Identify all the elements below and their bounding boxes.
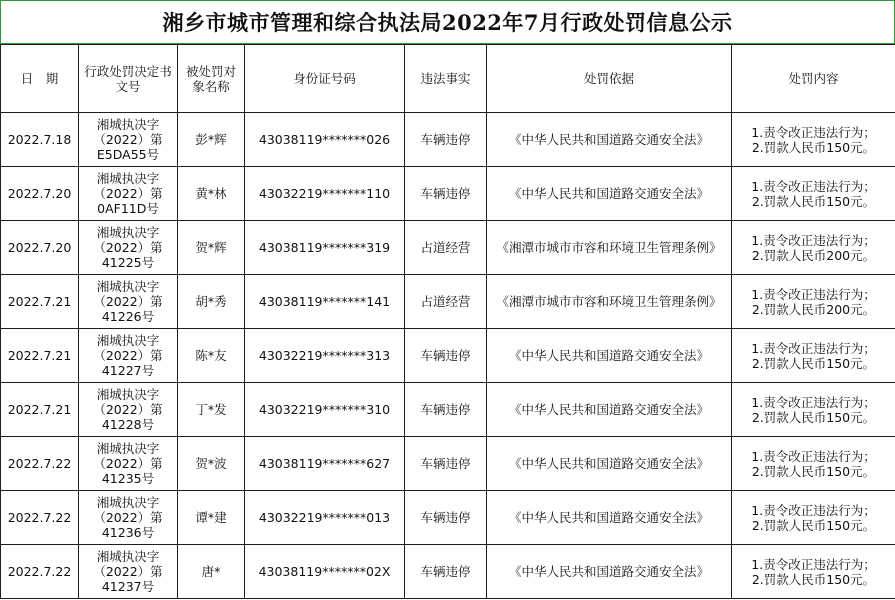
date-text: 2022.7.22 xyxy=(7,510,72,525)
doc-line-1: 湘城执决字 xyxy=(96,171,160,186)
id-text: 43032219*******313 xyxy=(258,348,391,363)
cell-violation[interactable] xyxy=(405,275,487,329)
name-text: 贺*辉 xyxy=(195,240,227,255)
cell-date[interactable] xyxy=(1,275,79,329)
doc-line-3: 41228号 xyxy=(101,417,155,432)
table-row xyxy=(1,383,895,437)
cell-id-number[interactable] xyxy=(245,275,405,329)
doc-line-2: （2022）第 xyxy=(93,564,163,579)
cell-id-number[interactable] xyxy=(245,329,405,383)
cell-date[interactable] xyxy=(1,167,79,221)
cell-date[interactable] xyxy=(1,437,79,491)
cell-id-number[interactable] xyxy=(245,491,405,545)
penalty-line-1: 1.责令改正违法行为； xyxy=(751,124,876,140)
violation-text: 车辆违停 xyxy=(420,132,471,147)
cell-name[interactable] xyxy=(178,545,245,599)
cell-name[interactable] xyxy=(178,329,245,383)
date-text: 2022.7.22 xyxy=(7,564,72,579)
id-text: 43038119*******026 xyxy=(258,132,391,147)
doc-line-3: 41225号 xyxy=(101,255,155,270)
cell-date[interactable] xyxy=(1,221,79,275)
penalty-line-2: 2.罚款人民币150元。 xyxy=(751,139,876,155)
cell-id-number[interactable] xyxy=(245,167,405,221)
cell-date[interactable] xyxy=(1,545,79,599)
cell-name[interactable] xyxy=(178,491,245,545)
header-violation[interactable]: 违法事实 xyxy=(405,45,487,113)
cell-penalty[interactable] xyxy=(732,221,895,275)
table-row xyxy=(1,167,895,221)
cell-id-number[interactable] xyxy=(245,545,405,599)
doc-line-2: （2022）第 xyxy=(93,186,163,201)
violation-text: 占道经营 xyxy=(420,240,471,255)
header-date[interactable]: 日 期 xyxy=(1,45,79,113)
penalty-line-1: 1.责令改正违法行为； xyxy=(751,178,876,194)
cell-doc-number[interactable] xyxy=(79,221,178,275)
basis-text: 《湘潭市城市市容和环境卫生管理条例》 xyxy=(496,294,722,309)
cell-violation[interactable] xyxy=(405,221,487,275)
cell-date[interactable] xyxy=(1,491,79,545)
doc-line-1: 湘城执决字 xyxy=(96,333,160,348)
basis-text: 《中华人民共和国道路交通安全法》 xyxy=(508,186,709,201)
doc-line-3: 41237号 xyxy=(101,579,155,594)
cell-violation[interactable] xyxy=(405,437,487,491)
cell-name[interactable] xyxy=(178,383,245,437)
table-row xyxy=(1,275,895,329)
penalty-line-1: 1.责令改正违法行为； xyxy=(751,286,876,302)
doc-line-3: 0AF11D号 xyxy=(97,201,159,216)
id-text: 43032219*******110 xyxy=(258,186,391,201)
doc-line-1: 湘城执决字 xyxy=(96,279,160,294)
cell-name[interactable] xyxy=(178,221,245,275)
doc-line-1: 湘城执决字 xyxy=(96,117,160,132)
doc-line-2: （2022）第 xyxy=(93,132,163,147)
cell-doc-number[interactable] xyxy=(79,167,178,221)
doc-line-3: 41236号 xyxy=(101,525,155,540)
header-id-number[interactable]: 身份证号码 xyxy=(245,45,405,113)
date-text: 2022.7.22 xyxy=(7,456,72,471)
cell-basis[interactable] xyxy=(487,329,732,383)
penalty-line-1: 1.责令改正违法行为； xyxy=(751,556,876,572)
cell-penalty[interactable] xyxy=(732,437,895,491)
penalty-line-2: 2.罚款人民币200元。 xyxy=(751,301,876,317)
cell-doc-number[interactable] xyxy=(79,491,178,545)
doc-line-2: （2022）第 xyxy=(93,294,163,309)
date-text: 2022.7.18 xyxy=(7,132,72,147)
cell-id-number[interactable] xyxy=(245,437,405,491)
violation-text: 车辆违停 xyxy=(420,564,471,579)
cell-violation[interactable] xyxy=(405,167,487,221)
header-name[interactable]: 被处罚对象名称 xyxy=(178,45,245,113)
cell-name[interactable] xyxy=(178,275,245,329)
cell-basis[interactable] xyxy=(487,167,732,221)
cell-date[interactable] xyxy=(1,113,79,167)
cell-penalty[interactable] xyxy=(732,113,895,167)
id-text: 43038119*******627 xyxy=(258,456,391,471)
table-row xyxy=(1,437,895,491)
violation-text: 车辆违停 xyxy=(420,402,471,417)
penalty-line-2: 2.罚款人民币200元。 xyxy=(751,247,876,263)
doc-line-1: 湘城执决字 xyxy=(96,387,160,402)
doc-line-2: （2022）第 xyxy=(93,348,163,363)
basis-text: 《中华人民共和国道路交通安全法》 xyxy=(508,564,709,579)
cell-id-number[interactable] xyxy=(245,383,405,437)
penalty-line-1: 1.责令改正违法行为； xyxy=(751,502,876,518)
doc-line-3: E5DA55号 xyxy=(96,147,160,162)
violation-text: 车辆违停 xyxy=(420,186,471,201)
doc-line-1: 湘城执决字 xyxy=(96,441,160,456)
header-basis[interactable]: 处罚依据 xyxy=(487,45,732,113)
doc-line-2: （2022）第 xyxy=(93,456,163,471)
cell-basis[interactable] xyxy=(487,113,732,167)
penalty-line-2: 2.罚款人民币150元。 xyxy=(751,571,876,587)
date-text: 2022.7.21 xyxy=(7,294,72,309)
basis-text: 《中华人民共和国道路交通安全法》 xyxy=(508,348,709,363)
basis-text: 《中华人民共和国道路交通安全法》 xyxy=(508,456,709,471)
cell-doc-number[interactable] xyxy=(79,275,178,329)
penalty-line-2: 2.罚款人民币150元。 xyxy=(751,193,876,209)
penalty-line-1: 1.责令改正违法行为； xyxy=(751,340,876,356)
violation-text: 车辆违停 xyxy=(420,456,471,471)
cell-id-number[interactable] xyxy=(245,113,405,167)
name-text: 唐* xyxy=(201,564,221,579)
name-text: 陈*友 xyxy=(195,348,227,363)
violation-text: 车辆违停 xyxy=(420,348,471,363)
penalty-line-2: 2.罚款人民币150元。 xyxy=(751,355,876,371)
name-text: 丁*发 xyxy=(195,402,227,417)
name-text: 黄*林 xyxy=(195,186,227,201)
doc-line-3: 41226号 xyxy=(101,309,155,324)
cell-penalty[interactable] xyxy=(732,491,895,545)
doc-line-3: 41227号 xyxy=(101,363,155,378)
name-text: 谭*建 xyxy=(195,510,227,525)
table-row xyxy=(1,329,895,383)
cell-violation[interactable] xyxy=(405,491,487,545)
cell-basis[interactable] xyxy=(487,545,732,599)
cell-basis[interactable] xyxy=(487,275,732,329)
date-text: 2022.7.20 xyxy=(7,240,72,255)
penalty-line-2: 2.罚款人民币150元。 xyxy=(751,517,876,533)
doc-line-2: （2022）第 xyxy=(93,240,163,255)
doc-line-1: 湘城执决字 xyxy=(96,495,160,510)
cell-penalty[interactable] xyxy=(732,329,895,383)
id-text: 43032219*******310 xyxy=(258,402,391,417)
cell-basis[interactable] xyxy=(487,491,732,545)
cell-doc-number[interactable] xyxy=(79,383,178,437)
title-cell[interactable] xyxy=(0,0,895,44)
date-text: 2022.7.21 xyxy=(7,348,72,363)
table-row xyxy=(1,113,895,167)
cell-penalty[interactable] xyxy=(732,167,895,221)
cell-date[interactable] xyxy=(1,383,79,437)
date-text: 2022.7.20 xyxy=(7,186,72,201)
basis-text: 《中华人民共和国道路交通安全法》 xyxy=(508,402,709,417)
id-text: 43038119*******319 xyxy=(258,240,391,255)
cell-penalty[interactable] xyxy=(732,383,895,437)
penalty-line-1: 1.责令改正违法行为； xyxy=(751,394,876,410)
page-title: 湘乡市城市管理和综合执法局2022年7月行政处罚信息公示 xyxy=(162,10,733,35)
cell-penalty[interactable] xyxy=(732,545,895,599)
cell-violation[interactable] xyxy=(405,383,487,437)
basis-text: 《中华人民共和国道路交通安全法》 xyxy=(508,132,709,147)
cell-id-number[interactable] xyxy=(245,221,405,275)
doc-line-1: 湘城执决字 xyxy=(96,225,160,240)
cell-name[interactable] xyxy=(178,437,245,491)
penalty-line-2: 2.罚款人民币150元。 xyxy=(751,409,876,425)
name-text: 彭*辉 xyxy=(195,132,227,147)
cell-violation[interactable] xyxy=(405,545,487,599)
cell-name[interactable] xyxy=(178,113,245,167)
id-text: 43032219*******013 xyxy=(258,510,391,525)
cell-penalty[interactable] xyxy=(732,275,895,329)
cell-violation[interactable] xyxy=(405,329,487,383)
id-text: 43038119*******02X xyxy=(258,564,391,579)
cell-date[interactable] xyxy=(1,329,79,383)
header-doc-number[interactable]: 行政处罚决定书文号 xyxy=(79,45,178,113)
header-row xyxy=(1,45,895,113)
penalty-line-1: 1.责令改正违法行为； xyxy=(751,448,876,464)
cell-doc-number[interactable] xyxy=(79,545,178,599)
doc-line-2: （2022）第 xyxy=(93,510,163,525)
penalty-line-1: 1.责令改正违法行为； xyxy=(751,232,876,248)
cell-name[interactable] xyxy=(178,167,245,221)
violation-text: 车辆违停 xyxy=(420,510,471,525)
cell-basis[interactable] xyxy=(487,221,732,275)
name-text: 胡*秀 xyxy=(195,294,227,309)
table-row xyxy=(1,545,895,599)
doc-line-3: 41235号 xyxy=(101,471,155,486)
doc-line-1: 湘城执决字 xyxy=(96,549,160,564)
penalty-table xyxy=(0,44,895,599)
cell-doc-number[interactable] xyxy=(79,113,178,167)
date-text: 2022.7.21 xyxy=(7,402,72,417)
doc-line-2: （2022）第 xyxy=(93,402,163,417)
name-text: 贺*波 xyxy=(195,456,227,471)
header-penalty[interactable]: 处罚内容 xyxy=(732,45,895,113)
table-row xyxy=(1,491,895,545)
violation-text: 占道经营 xyxy=(420,294,471,309)
cell-basis[interactable] xyxy=(487,437,732,491)
cell-doc-number[interactable] xyxy=(79,329,178,383)
penalty-line-2: 2.罚款人民币150元。 xyxy=(751,463,876,479)
basis-text: 《中华人民共和国道路交通安全法》 xyxy=(508,510,709,525)
cell-violation[interactable] xyxy=(405,113,487,167)
table-row xyxy=(1,221,895,275)
basis-text: 《湘潭市城市市容和环境卫生管理条例》 xyxy=(496,240,722,255)
id-text: 43038119*******141 xyxy=(258,294,391,309)
cell-doc-number[interactable] xyxy=(79,437,178,491)
cell-basis[interactable] xyxy=(487,383,732,437)
